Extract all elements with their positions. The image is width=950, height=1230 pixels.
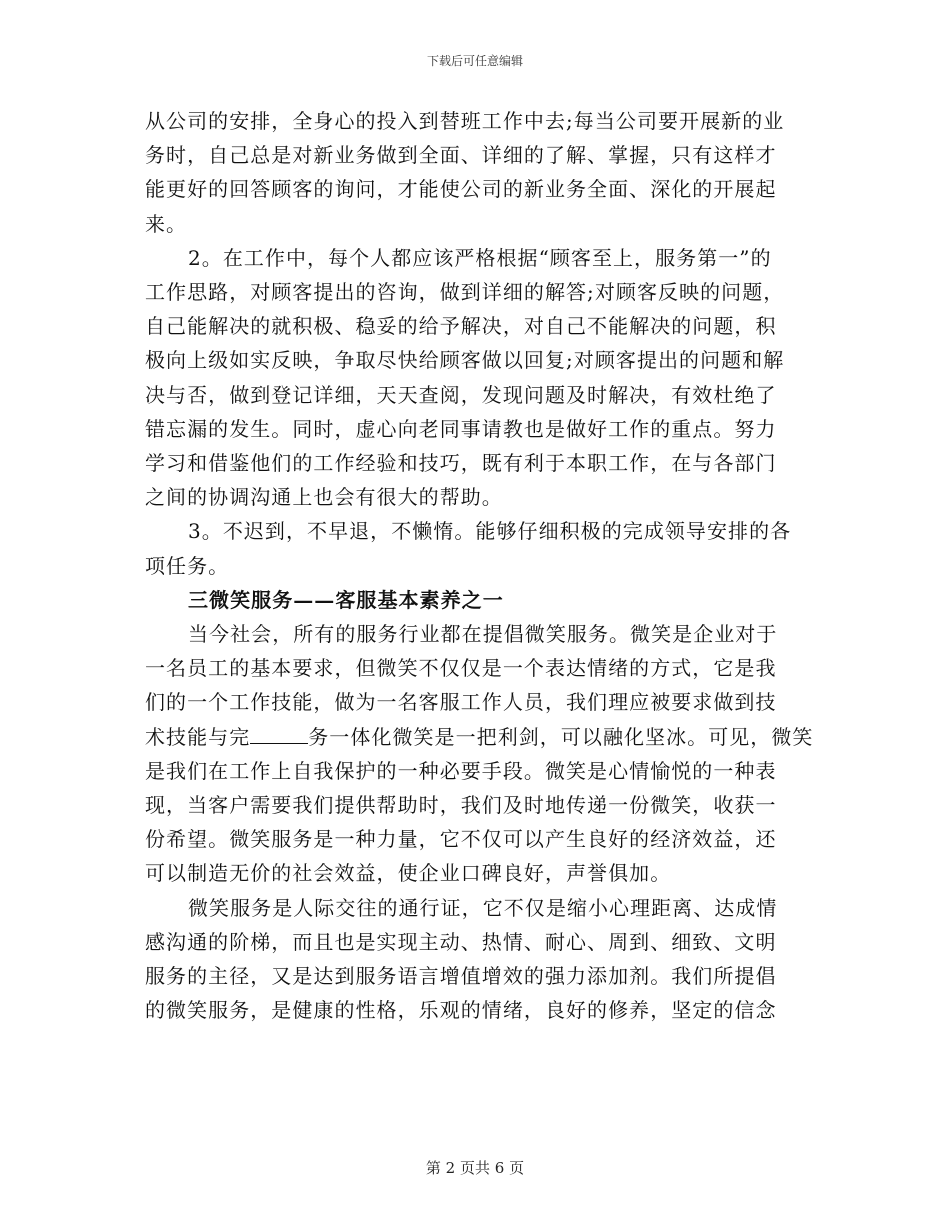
paragraph-3 [145,514,809,582]
text-line: 当今社会，所有的服务行业都在提倡微笑服务。微笑是企业对于 [188,622,778,647]
section-heading [145,583,809,617]
text-line: 们的一个工作技能，做为一名客服工作人员，我们理应被要求做到技 [145,690,777,715]
text-line: 从公司的安排，全身心的投入到替班工作中去;每当公司要开展新的业 [145,109,785,133]
text-line: 工作思路，对顾客提出的咨询，做到详细的解答;对顾客反映的问题， [145,280,785,305]
text-line: 自己能解决的就积极、稳妥的给予解决，对自己不能解决的问题，积 [145,314,777,339]
text-line: 现，当客户需要我们提供帮助时，我们及时地传递一份微笑，收获一 [145,793,777,818]
page-footer: 第 2 页共 6 页 [425,1159,525,1177]
text-line: 份希望。微笑服务是一种力量，它不仅可以产生良好的经济效益，还 [145,827,777,852]
text-line: 的微笑服务，是健康的性格，乐观的情绪，良好的修养，坚定的信念 [145,998,777,1023]
paragraph-5 [145,891,809,1028]
text-line: 能更好的回答顾客的询问，才能使公司的新业务全面、深化的开展起 [145,177,777,202]
text-line: 3。不迟到，不早退，不懒惰。能够仔细积极的完成领导安排的各 [188,519,792,544]
paragraph-1 [145,104,809,241]
text-line: 极向上级如实反映，争取尽快给顾客做以回复;对顾客提出的问题和解 [145,348,785,373]
text-line: 微笑服务是人际交往的通行证，它不仅是缩小心理距离、达成情 [188,895,778,920]
text-line: 可以制造无价的社会效益，使企业口碑良好，声誉俱加。 [145,861,672,886]
page-header: 下载后可任意编辑 [426,54,523,68]
paragraph-2 [145,241,809,515]
text-line: 务时，自己总是对新业务做到全面、详细的了解、掌握，只有这样才 [145,143,777,168]
text-line: 之间的协调沟通上也会有很大的帮助。 [145,485,503,510]
text-line: 服务的主径，又是达到服务语言增值增效的强力添加剂。我们所提倡 [145,964,777,989]
text-line: 学习和借鉴他们的工作经验和技巧，既有利于本职工作，在与各部门 [145,451,777,476]
text-segment: 术技能与完 [145,724,251,749]
text-line: 来。 [145,211,188,236]
blank-underline [250,727,308,744]
text-line: 决与否，做到登记详细，天天查阅，发现问题及时解决，有效杜绝了 [145,382,777,407]
paragraph-4 [145,617,814,891]
text-line: 一名员工的基本要求，但微笑不仅仅是一个表达情绪的方式，它是我 [145,656,777,681]
document-body [145,104,814,1027]
text-line: 错忘漏的发生。同时，虚心向老同事请教也是做好工作的重点。努力 [145,416,777,441]
text-line: 是我们在工作上自我保护的一种必要手段。微笑是心情愉悦的一种表 [145,758,777,783]
text-line: 感沟通的阶梯，而且也是实现主动、热情、耐心、周到、细致、文明 [145,929,777,954]
text-line: 项任务。 [145,553,230,578]
text-line-with-blank [145,720,814,754]
text-segment: 务一体化微笑是一把利剑，可以融化坚冰。可见，微笑 [308,724,814,749]
text-line: 2。在工作中，每个人都应该严格根据“顾客至上，服务第一”的 [188,245,772,270]
section-heading-text: 三微笑服务——客服基本素养之一 [188,587,504,612]
